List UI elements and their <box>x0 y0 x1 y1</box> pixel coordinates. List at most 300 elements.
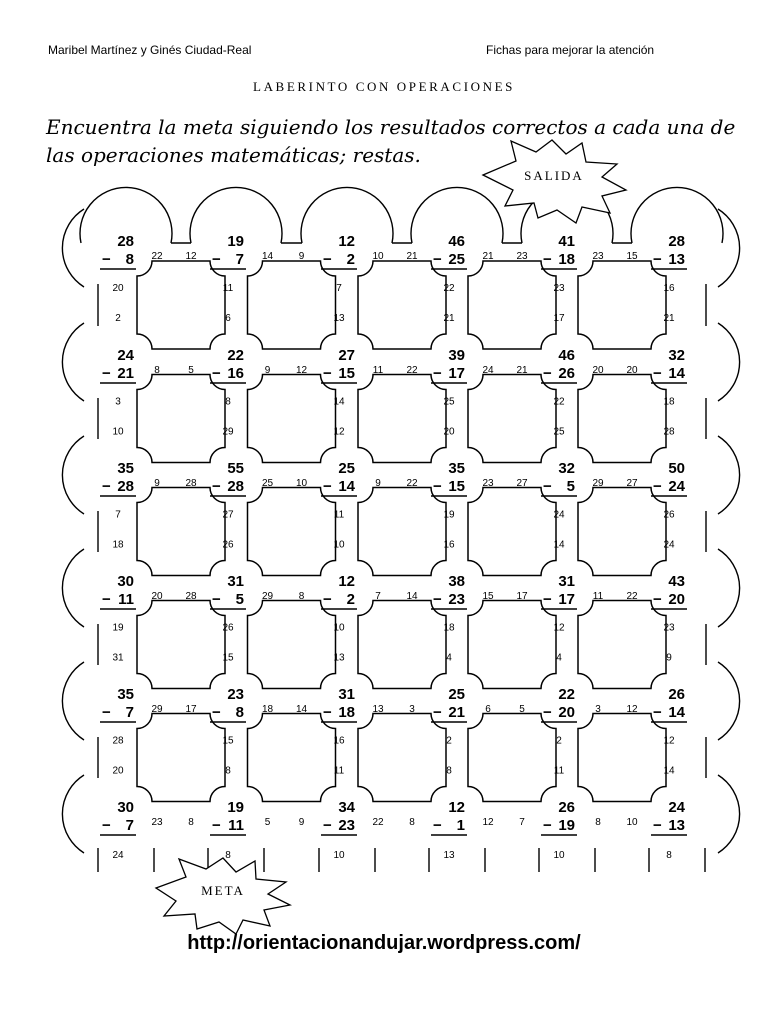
path-option-number[interactable]: 22 <box>372 817 384 828</box>
minus-sign: − <box>543 251 552 268</box>
minuend: 30 <box>117 799 134 816</box>
path-option-number[interactable]: 2 <box>556 735 562 747</box>
path-option-number[interactable]: 18 <box>443 622 455 634</box>
path-option-number[interactable]: 12 <box>626 704 638 715</box>
minuend: 25 <box>338 460 355 477</box>
subtraction-node[interactable] <box>210 573 246 609</box>
minus-sign: − <box>433 365 442 382</box>
path-option-number[interactable]: 3 <box>409 704 415 715</box>
path-option-number[interactable]: 11 <box>553 765 565 777</box>
path-option-number[interactable]: 25 <box>261 478 274 489</box>
path-option-number[interactable]: 17 <box>553 313 565 324</box>
minus-sign: − <box>653 591 662 608</box>
minus-sign: − <box>212 365 221 382</box>
path-option-number[interactable]: 10 <box>333 539 345 551</box>
path-option-number[interactable]: 23 <box>592 251 604 262</box>
minus-sign: − <box>323 251 332 268</box>
minus-sign: − <box>433 817 442 834</box>
path-option-number[interactable]: 15 <box>482 591 494 602</box>
path-option-number[interactable]: 8 <box>298 591 305 602</box>
minuend: 22 <box>558 686 575 703</box>
subtrahend: 20 <box>668 591 685 608</box>
subtrahend: 2 <box>346 591 355 608</box>
path-option-number[interactable]: 27 <box>222 509 234 521</box>
subtraction-node[interactable] <box>321 460 357 496</box>
path-option-number[interactable]: 23 <box>663 622 675 634</box>
path-option-number[interactable]: 23 <box>151 817 163 828</box>
minuend: 46 <box>558 347 575 364</box>
path-option-number[interactable]: 26 <box>222 539 234 551</box>
path-option-number[interactable]: 16 <box>333 735 345 747</box>
subtraction-node[interactable] <box>651 460 687 496</box>
path-option-number[interactable]: 8 <box>188 817 194 828</box>
subtraction-node[interactable] <box>541 233 577 269</box>
path-option-number[interactable]: 23 <box>553 283 565 294</box>
minus-sign: − <box>212 251 221 268</box>
path-option-number[interactable]: 8 <box>225 765 231 777</box>
path-option-number[interactable]: 12 <box>482 817 494 828</box>
subtraction-node[interactable] <box>651 233 687 269</box>
path-option-number[interactable]: 6 <box>225 313 231 324</box>
minus-sign: − <box>212 478 221 495</box>
minuend: 31 <box>338 686 355 703</box>
minus-sign: − <box>653 817 662 834</box>
minus-sign: − <box>543 365 552 382</box>
path-option-number[interactable]: 29 <box>261 591 274 602</box>
path-option-number[interactable]: 7 <box>519 817 525 828</box>
minus-sign: − <box>323 704 332 721</box>
path-option-number[interactable]: 2 <box>115 313 121 324</box>
path-option-number[interactable]: 10 <box>295 478 308 489</box>
path-option-number[interactable]: 2 <box>446 735 452 747</box>
path-option-number[interactable]: 18 <box>112 539 124 551</box>
path-option-number[interactable]: 31 <box>112 652 124 664</box>
wall-block <box>468 714 556 802</box>
minuend: 41 <box>558 233 575 250</box>
subtraction-node[interactable] <box>321 233 357 269</box>
path-option-number[interactable]: 22 <box>406 478 418 489</box>
subtrahend: 2 <box>346 251 355 268</box>
subtrahend: 23 <box>338 817 355 834</box>
path-option-number[interactable]: 3 <box>115 396 121 408</box>
minus-sign: − <box>102 365 111 382</box>
exit-number[interactable]: 13 <box>443 850 455 861</box>
path-option-number[interactable]: 21 <box>663 313 675 324</box>
path-option-number[interactable]: 27 <box>516 478 528 489</box>
path-option-number[interactable]: 21 <box>406 251 418 262</box>
path-option-number[interactable]: 28 <box>185 591 197 602</box>
path-option-number[interactable]: 14 <box>295 704 308 715</box>
path-option-number[interactable]: 13 <box>333 652 345 664</box>
path-option-number[interactable]: 18 <box>261 704 274 715</box>
path-option-number[interactable]: 20 <box>443 426 455 438</box>
subtrahend: 19 <box>558 817 575 834</box>
minus-sign: − <box>653 704 662 721</box>
minus-sign: − <box>212 591 221 608</box>
path-option-number[interactable]: 5 <box>188 365 194 376</box>
minuend: 24 <box>668 799 685 816</box>
subtrahend: 20 <box>558 704 575 721</box>
path-option-number[interactable]: 16 <box>443 539 455 551</box>
path-option-number[interactable]: 14 <box>261 251 274 262</box>
subtrahend: 7 <box>125 817 134 834</box>
minus-sign: − <box>653 478 662 495</box>
path-option-number[interactable]: 13 <box>333 313 345 324</box>
exit-number[interactable]: 10 <box>333 850 345 861</box>
subtraction-node[interactable] <box>321 347 357 383</box>
minuend: 28 <box>117 233 134 250</box>
minuend: 38 <box>448 573 465 590</box>
minus-sign: − <box>212 817 221 834</box>
finish-badge[interactable] <box>156 858 290 934</box>
subtrahend: 21 <box>448 704 465 721</box>
minuend: 31 <box>558 573 575 590</box>
path-option-number[interactable]: 9 <box>375 478 381 489</box>
subtraction-node[interactable] <box>321 686 357 722</box>
subtrahend: 13 <box>668 817 685 834</box>
path-option-number[interactable]: 22 <box>151 251 163 262</box>
minus-sign: − <box>323 591 332 608</box>
wall-block <box>468 261 556 349</box>
subtraction-node[interactable] <box>431 460 467 496</box>
minuend: 39 <box>448 347 465 364</box>
subtrahend: 24 <box>668 478 685 495</box>
subtrahend: 11 <box>118 591 134 608</box>
wall-block <box>358 375 446 463</box>
minus-sign: − <box>102 251 111 268</box>
subtraction-node[interactable] <box>431 573 467 609</box>
subtrahend: 15 <box>448 478 465 495</box>
wall-block <box>468 488 556 576</box>
path-option-number[interactable]: 21 <box>443 313 455 324</box>
subtraction-node[interactable] <box>431 799 467 835</box>
minuend: 55 <box>227 460 244 477</box>
path-option-number[interactable]: 11 <box>592 591 604 602</box>
path-option-number[interactable]: 22 <box>626 591 638 602</box>
path-option-number[interactable]: 11 <box>372 365 384 376</box>
finish-label: META <box>201 883 245 898</box>
wall-block <box>137 375 225 463</box>
path-option-number[interactable]: 7 <box>336 283 342 294</box>
wall-block <box>468 601 556 689</box>
wall-block <box>578 601 666 689</box>
minus-sign: − <box>102 478 111 495</box>
path-option-number[interactable]: 3 <box>595 704 601 715</box>
wall-block <box>137 714 225 802</box>
subtrahend: 5 <box>566 478 575 495</box>
path-option-number[interactable]: 20 <box>112 765 124 777</box>
path-option-number[interactable]: 28 <box>663 426 675 438</box>
path-option-number[interactable]: 15 <box>222 652 234 664</box>
path-option-number[interactable]: 12 <box>333 426 345 438</box>
subtraction-node[interactable] <box>210 460 246 496</box>
minuend: 32 <box>668 347 685 364</box>
wall-block <box>248 261 336 349</box>
path-option-number[interactable]: 14 <box>406 591 418 602</box>
path-option-number[interactable]: 11 <box>333 509 345 521</box>
minus-sign: − <box>323 478 332 495</box>
path-option-number[interactable]: 29 <box>151 704 163 715</box>
minuend: 27 <box>338 347 355 364</box>
minus-sign: − <box>433 251 442 268</box>
subtrahend: 18 <box>338 704 355 721</box>
subtrahend: 28 <box>117 478 134 495</box>
subtraction-node[interactable] <box>651 573 687 609</box>
path-option-number[interactable]: 12 <box>553 622 565 634</box>
path-option-number[interactable]: 10 <box>112 426 124 438</box>
subtraction-node[interactable] <box>541 573 577 609</box>
author-credit: Maribel Martínez y Ginés Ciudad-Real <box>48 43 252 57</box>
subtraction-node[interactable] <box>431 233 467 269</box>
subtraction-node[interactable] <box>100 233 136 269</box>
path-option-number[interactable]: 8 <box>595 817 601 828</box>
wall-block <box>248 375 336 463</box>
minuend: 24 <box>117 347 134 364</box>
path-option-number[interactable]: 24 <box>663 539 675 551</box>
subtraction-node[interactable] <box>100 573 136 609</box>
start-label: SALIDA <box>524 168 584 183</box>
path-option-number[interactable]: 7 <box>115 509 121 521</box>
path-option-number[interactable]: 20 <box>592 365 604 376</box>
minuend: 19 <box>227 233 244 250</box>
minus-sign: − <box>102 591 111 608</box>
subtraction-node[interactable] <box>210 799 246 835</box>
path-option-number[interactable]: 28 <box>185 478 197 489</box>
minuend: 12 <box>338 233 355 250</box>
subtrahend: 14 <box>668 365 685 382</box>
subtrahend: 7 <box>235 251 244 268</box>
subtraction-node[interactable] <box>541 347 577 383</box>
subtrahend: 8 <box>125 251 134 268</box>
subtraction-node[interactable] <box>541 460 577 496</box>
subtrahend: 17 <box>558 591 575 608</box>
path-option-number[interactable]: 9 <box>666 652 672 664</box>
minus-sign: − <box>653 251 662 268</box>
path-option-number[interactable]: 26 <box>663 509 675 521</box>
minuend: 50 <box>668 460 685 477</box>
path-option-number[interactable]: 6 <box>485 704 491 715</box>
subtraction-node[interactable] <box>651 686 687 722</box>
start-badge[interactable] <box>483 140 626 223</box>
path-option-number[interactable]: 19 <box>443 509 455 521</box>
path-option-number[interactable]: 25 <box>443 396 455 408</box>
path-option-number[interactable]: 24 <box>482 365 494 376</box>
subtrahend: 26 <box>558 365 575 382</box>
path-option-number[interactable]: 21 <box>482 251 494 262</box>
wall-block <box>248 488 336 576</box>
subtraction-node[interactable] <box>210 233 246 269</box>
path-option-number[interactable]: 12 <box>185 251 197 262</box>
minus-sign: − <box>543 704 552 721</box>
minuend: 35 <box>117 460 134 477</box>
wall-block <box>578 714 666 802</box>
minuend: 43 <box>668 573 685 590</box>
path-option-number[interactable]: 14 <box>663 765 675 777</box>
minuend: 22 <box>227 347 244 364</box>
minus-sign: − <box>323 365 332 382</box>
minus-sign: − <box>433 704 442 721</box>
path-option-number[interactable]: 21 <box>516 365 528 376</box>
subtrahend: 1 <box>456 817 465 834</box>
minuend: 12 <box>448 799 465 816</box>
path-option-number[interactable]: 15 <box>626 251 638 262</box>
minuend: 35 <box>448 460 465 477</box>
path-option-number[interactable]: 19 <box>112 622 124 634</box>
subtrahend: 7 <box>125 704 134 721</box>
subtraction-node[interactable] <box>100 347 136 383</box>
wall-block <box>468 375 556 463</box>
path-option-number[interactable]: 17 <box>516 591 528 602</box>
path-option-number[interactable]: 10 <box>372 251 384 262</box>
minus-sign: − <box>433 478 442 495</box>
path-option-number[interactable]: 10 <box>333 622 345 634</box>
minuend: 26 <box>668 686 685 703</box>
subtraction-node[interactable] <box>100 686 136 722</box>
path-option-number[interactable]: 14 <box>553 539 565 551</box>
minus-sign: − <box>212 704 221 721</box>
path-option-number[interactable]: 8 <box>225 396 231 408</box>
subtrahend: 13 <box>668 251 685 268</box>
path-option-number[interactable]: 17 <box>185 704 197 715</box>
subtrahend: 11 <box>228 817 244 834</box>
path-option-number[interactable]: 8 <box>154 365 160 376</box>
subtrahend: 23 <box>448 591 465 608</box>
subtraction-node[interactable] <box>321 799 357 835</box>
subtraction-node[interactable] <box>651 799 687 835</box>
path-option-number[interactable]: 22 <box>443 283 455 294</box>
subtraction-node[interactable] <box>431 686 467 722</box>
wall-block <box>578 375 666 463</box>
path-option-number[interactable]: 23 <box>482 478 494 489</box>
path-option-number[interactable]: 27 <box>626 478 638 489</box>
minuend: 34 <box>338 799 355 816</box>
path-option-number[interactable]: 12 <box>663 735 675 747</box>
subtraction-node[interactable] <box>541 799 577 835</box>
subtrahend: 15 <box>338 365 355 382</box>
path-option-number[interactable]: 8 <box>446 765 452 777</box>
path-option-number[interactable]: 25 <box>553 426 565 438</box>
path-option-number[interactable]: 16 <box>663 283 675 294</box>
minuend: 26 <box>558 799 575 816</box>
subtrahend: 18 <box>558 251 575 268</box>
minuend: 12 <box>338 573 355 590</box>
path-option-number[interactable]: 11 <box>222 283 234 294</box>
minus-sign: − <box>653 365 662 382</box>
wall-block <box>358 488 446 576</box>
minuend: 30 <box>117 573 134 590</box>
subtraction-node[interactable] <box>541 686 577 722</box>
minus-sign: − <box>433 591 442 608</box>
wall-block <box>578 488 666 576</box>
minus-sign: − <box>543 591 552 608</box>
path-option-number[interactable]: 20 <box>626 365 638 376</box>
footer-url[interactable]: http://orientacionandujar.wordpress.com/ <box>187 932 581 954</box>
subtraction-node[interactable] <box>321 573 357 609</box>
wall-block <box>578 261 666 349</box>
minus-sign: − <box>102 817 111 834</box>
minus-sign: − <box>102 704 111 721</box>
minuend: 32 <box>558 460 575 477</box>
path-option-number[interactable]: 5 <box>264 817 271 828</box>
subtraction-node[interactable] <box>210 347 246 383</box>
path-option-number[interactable]: 20 <box>151 591 163 602</box>
subtraction-node[interactable] <box>651 347 687 383</box>
series-title: Fichas para mejorar la atención <box>486 43 655 57</box>
subtrahend: 28 <box>227 478 244 495</box>
subtrahend: 25 <box>448 251 465 268</box>
subtrahend: 16 <box>227 365 244 382</box>
worksheet-title: LABERINTO CON OPERACIONES <box>253 79 515 94</box>
subtrahend: 8 <box>235 704 244 721</box>
wall-block <box>137 261 225 349</box>
path-option-number[interactable]: 9 <box>298 251 305 262</box>
minuend: 23 <box>227 686 244 703</box>
path-option-number[interactable]: 5 <box>519 704 525 715</box>
path-option-number[interactable]: 26 <box>222 622 234 634</box>
path-option-number[interactable]: 22 <box>553 396 565 408</box>
subtrahend: 14 <box>668 704 685 721</box>
subtraction-node[interactable] <box>210 686 246 722</box>
path-option-number[interactable]: 9 <box>298 817 305 828</box>
path-option-number[interactable]: 29 <box>592 478 604 489</box>
path-option-number[interactable]: 8 <box>409 817 415 828</box>
minus-sign: − <box>323 817 332 834</box>
path-option-number[interactable]: 18 <box>663 396 675 408</box>
minus-sign: − <box>543 478 552 495</box>
subtraction-node[interactable] <box>100 460 136 496</box>
minuend: 28 <box>668 233 685 250</box>
path-option-number[interactable]: 23 <box>516 251 528 262</box>
wall-block <box>358 601 446 689</box>
path-option-number[interactable]: 10 <box>626 817 638 828</box>
path-option-number[interactable]: 29 <box>222 426 234 438</box>
path-option-number[interactable]: 4 <box>446 652 452 664</box>
subtraction-node[interactable] <box>100 799 136 835</box>
path-option-number[interactable]: 22 <box>406 365 418 376</box>
path-option-number[interactable]: 28 <box>112 735 124 747</box>
instructions: Encuentra la meta siguiendo los resultados correctos a cada una de las operaciones matemáticas; restas. <box>46 115 736 167</box>
wall-block <box>137 488 225 576</box>
exit-number[interactable]: 8 <box>666 850 672 861</box>
wall-block <box>248 714 336 802</box>
minuend: 46 <box>448 233 465 250</box>
path-option-number[interactable]: 12 <box>295 365 308 376</box>
path-option-number[interactable]: 11 <box>333 765 345 777</box>
minuend: 19 <box>227 799 244 816</box>
path-option-number[interactable]: 4 <box>556 652 562 664</box>
minuend: 31 <box>227 573 244 590</box>
path-option-number[interactable]: 20 <box>112 283 124 294</box>
minus-sign: − <box>543 817 552 834</box>
path-option-number[interactable]: 7 <box>375 591 381 602</box>
path-option-number[interactable]: 9 <box>154 478 160 489</box>
path-option-number[interactable]: 15 <box>222 735 234 747</box>
wall-block <box>137 601 225 689</box>
path-option-number[interactable]: 9 <box>264 365 271 376</box>
wall-block <box>358 714 446 802</box>
path-option-number[interactable]: 14 <box>333 396 345 408</box>
wall-block <box>358 261 446 349</box>
path-option-number[interactable]: 24 <box>553 509 565 521</box>
exit-number[interactable]: 8 <box>225 850 231 861</box>
minuend: 25 <box>448 686 465 703</box>
subtrahend: 21 <box>117 365 134 382</box>
path-option-number[interactable]: 13 <box>372 704 384 715</box>
exit-number[interactable]: 10 <box>553 850 565 861</box>
exit-number[interactable]: 24 <box>112 850 124 861</box>
subtraction-node[interactable] <box>431 347 467 383</box>
subtrahend: 14 <box>338 478 355 495</box>
